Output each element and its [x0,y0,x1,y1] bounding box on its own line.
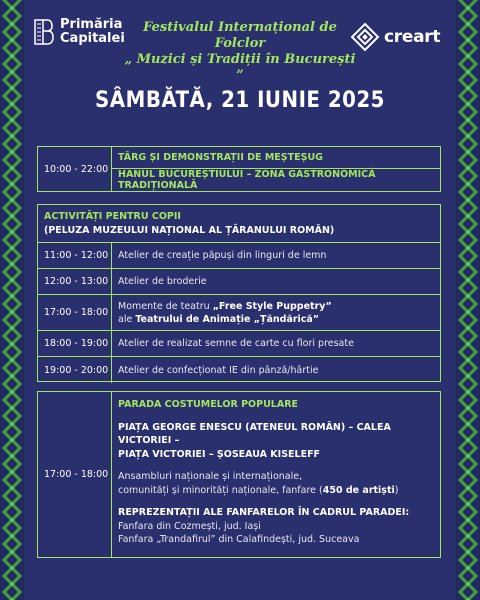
activity-cell: Atelier de confecționat IE din pânză/hârtie [118,364,319,376]
theatre-show-name: „Free Style Puppetry” [212,300,332,312]
fair-item: TÂRG ȘI DEMONSTRAȚII DE MEȘTEȘUG [112,147,440,169]
artists-count: 450 de artiști [322,484,395,496]
table-row [38,357,440,383]
schedule-block-kids [37,204,441,382]
theatre-company-name: Teatrului de Animație „Țăndărică” [135,313,320,325]
primaria-line2: Capitalei [60,31,125,46]
brass-bands-title: REPREZENTAȚII ALE FANFARELOR ÎN CADRUL PARADEI: [118,507,410,518]
time-cell: 19:00 - 20:00 [38,357,112,383]
time-cell: 17:00 - 18:00 [38,392,112,557]
brass-bands [118,506,434,547]
parade-description [118,470,434,497]
table-row [38,331,440,357]
activity-cell: Atelier de broderie [118,276,207,287]
festival-title-line1: Festivalul Internațional de Folclor [143,20,337,51]
creart-emblem-icon [350,22,380,52]
parade-desc-line2a: comunități și minorități naționale, fanfare ( [118,484,323,496]
parade-desc-line1: Ansambluri naționale și internaționale, [118,471,303,482]
activity-cell: Atelier de realizat semne de carte cu flori presate [118,338,354,349]
theatre-text-c: ale [118,313,136,325]
schedule-block-parade [37,391,441,558]
schedule-block-fair [37,146,441,192]
time-cell: 18:00 - 19:00 [38,331,112,356]
theatre-text-a: Momente de teatru [118,300,213,312]
primaria-line1: Primăria [60,17,123,32]
primaria-logo [34,18,125,46]
festival-title [120,20,360,84]
date-title: SÂMBĂTĂ, 21 IUNIE 2025 [95,88,385,113]
festival-title-line2: „ Muzici și Tradiții în București ” [124,52,356,83]
time-cell: 11:00 - 12:00 [38,243,112,268]
creart-text: creart [384,27,441,47]
parade-title: PARADA COSTUMELOR POPULARE [118,399,299,410]
table-row [38,243,440,269]
brass-band-1: Fanfara din Cozmești, jud. Iași [118,520,261,532]
parade-route-line2: PIAȚA VICTORIEI – ȘOSEAUA KISELEFF [118,448,321,460]
parade-route-line1: PIAȚA GEORGE ENESCU (ATENEUL ROMÂN) – CALEA VICTORIEI – [118,421,391,446]
kids-title: ACTIVITĂȚI PENTRU COPII [44,211,181,222]
time-cell: 10:00 - 22:00 [38,147,112,191]
kids-location: (PELUZA MUZEULUI NAȚIONAL AL ȚĂRANULUI ROMÂN) [44,225,335,236]
creart-logo [350,22,440,52]
time-cell: 12:00 - 13:00 [38,269,112,294]
parade-details [112,392,440,557]
activity-cell [112,295,440,330]
time-cell: 17:00 - 18:00 [38,295,112,330]
table-row [38,295,440,331]
primaria-emblem-icon [34,19,54,45]
brass-band-2: Fanfara „Trandafirul” din Calafindești, jud. Suceava [118,534,360,545]
food-zone-item: HANUL BUCUREȘTIULUI – ZONĂ GASTRONOMICĂ TRADIȚIONALĂ [118,169,376,191]
activity-cell: Atelier de creație păpuși din linguri de lemn [118,250,327,261]
kids-header [38,205,440,243]
parade-desc-line2c: ) [394,484,399,496]
table-row [38,269,440,295]
parade-route [118,421,434,462]
